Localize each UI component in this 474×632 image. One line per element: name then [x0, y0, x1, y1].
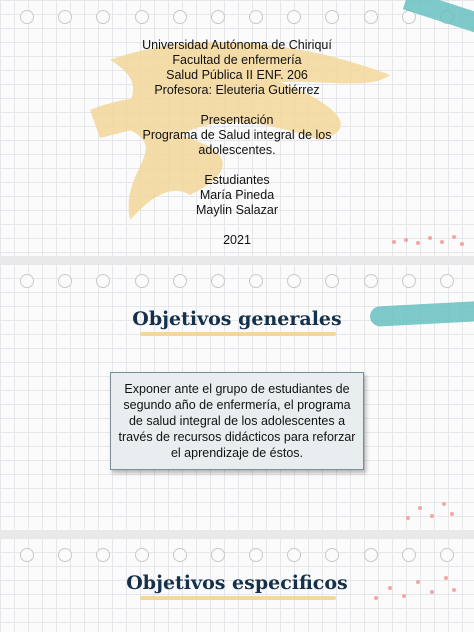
notebook-rings — [20, 274, 454, 288]
slide-title — [0, 0, 474, 256]
pink-dots-decoration — [388, 228, 468, 252]
university-line: Universidad Autónoma de Chiriquí — [142, 38, 332, 52]
specific-objectives-title: Objetivos especificos — [126, 572, 348, 594]
title-text-block — [0, 38, 474, 248]
title-underline — [140, 596, 336, 600]
general-objective-text: Exponer ante el grupo de estudiantes de segundo año de enfermería, el programa de salud integral de los adolescentes a través de recursos didácticos para reforzar el aprendizaje de éstos. — [118, 382, 356, 460]
student-name-1: María Pineda — [199, 188, 275, 202]
professor-line: Profesora: Eleuteria Gutiérrez — [154, 83, 320, 97]
general-objective-box — [110, 372, 364, 470]
general-objectives-title: Objetivos generales — [132, 308, 342, 330]
blank-line — [0, 158, 474, 173]
blank-line — [0, 98, 474, 113]
pink-dots-decoration — [400, 496, 460, 526]
faculty-line: Facultad de enfermería — [172, 53, 302, 67]
title-underline — [140, 332, 336, 336]
presentation-label: Presentación — [200, 113, 274, 127]
slide-specific-objectives — [0, 538, 474, 632]
program-title-line-2: adolescentes. — [198, 143, 276, 157]
pink-dots-decoration — [370, 568, 460, 608]
notebook-rings — [20, 548, 454, 562]
slide-general-objectives — [0, 264, 474, 530]
program-title-line-1: Programa de Salud integral de los — [142, 128, 332, 142]
students-label: Estudiantes — [204, 173, 270, 187]
student-name-2: Maylin Salazar — [196, 203, 278, 217]
year-line: 2021 — [223, 233, 251, 247]
course-line: Salud Pública II ENF. 206 — [166, 68, 308, 82]
